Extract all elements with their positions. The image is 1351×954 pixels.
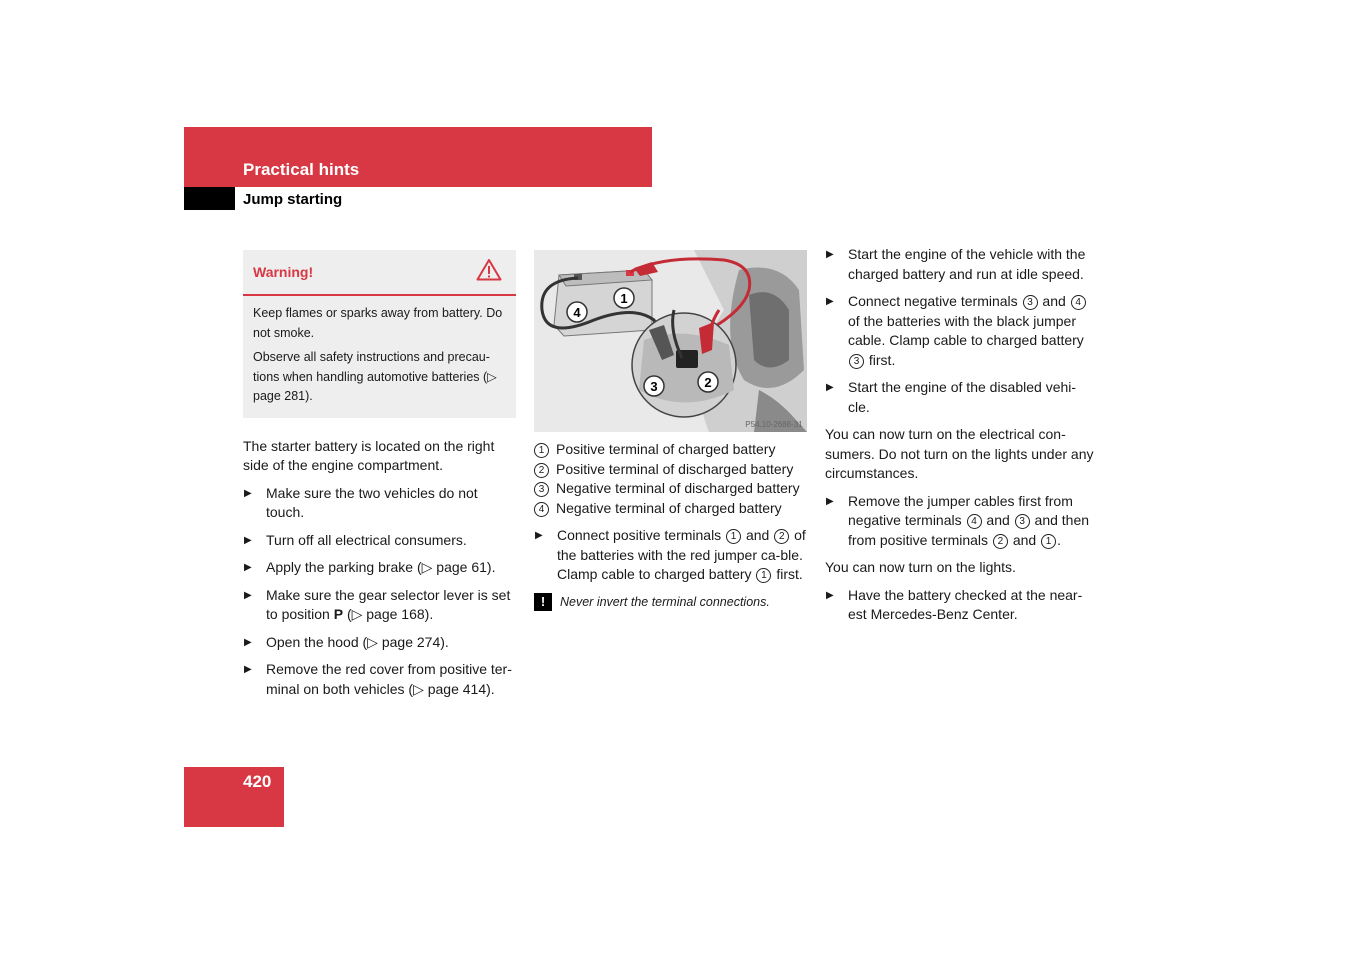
caution-note bbox=[534, 593, 808, 613]
note-text: Never invert the terminal connections. bbox=[560, 594, 770, 609]
list-item: ▶ Turn off all electrical consumers. bbox=[243, 531, 516, 551]
list-item: ▶ Make sure the two vehicles do not touch. bbox=[243, 484, 516, 523]
list-item bbox=[825, 492, 1097, 551]
terminal-number: 2 bbox=[993, 534, 1008, 549]
legend-text: Negative terminal of charged battery bbox=[556, 499, 782, 516]
step-text: . bbox=[1057, 531, 1061, 548]
jump-start-illustration bbox=[534, 250, 807, 432]
list-item bbox=[534, 440, 808, 460]
step-text: and bbox=[982, 512, 1014, 528]
warning-triangle-icon bbox=[476, 258, 502, 287]
column-left bbox=[243, 250, 516, 707]
figure-legend bbox=[534, 440, 808, 518]
header-tab-marker bbox=[184, 187, 235, 210]
terminal-number: 3 bbox=[1023, 295, 1038, 310]
column-right bbox=[825, 245, 1097, 633]
callout-2: 2 bbox=[704, 375, 712, 390]
list-item: ▶ Start the engine of the disabled vehi-cle. bbox=[825, 378, 1097, 417]
info-text: You can now turn on the electrical con-sumers. Do not turn on the lights under any circumstances. bbox=[825, 426, 1094, 481]
terminal-number: 3 bbox=[1015, 514, 1030, 529]
step-text: Connect positive terminals bbox=[557, 527, 726, 543]
legend-text: Negative terminal of discharged battery bbox=[556, 480, 800, 496]
list-item: ▶ Open the hood (▷ page 274). bbox=[243, 633, 516, 653]
section-title: Practical hints bbox=[243, 160, 360, 179]
legend-number: 4 bbox=[534, 502, 549, 517]
list-item: ▶ Have the battery checked at the near-est Mercedes-Benz Center. bbox=[825, 586, 1097, 625]
step-text: first. bbox=[865, 351, 896, 368]
step-text: and then from positive terminals bbox=[848, 512, 1090, 548]
list-item: ▶ Remove the red cover from positive ter-minal on both vehicles (▷ page 414). bbox=[243, 660, 516, 699]
step-text: Make sure the gear selector lever is set to position bbox=[266, 586, 511, 622]
column-middle bbox=[534, 250, 808, 612]
step-text: Remove the jumper cables first from negative terminals bbox=[848, 492, 1073, 528]
list-item bbox=[534, 499, 808, 519]
step-list bbox=[825, 245, 1097, 417]
legend-text: Positive terminal of charged battery bbox=[556, 441, 776, 457]
terminal-number: 2 bbox=[774, 529, 789, 544]
legend-text: Positive terminal of discharged battery bbox=[556, 460, 794, 477]
page-number: 420 bbox=[243, 772, 272, 791]
callout-1: 1 bbox=[620, 291, 628, 306]
step-text: and bbox=[1038, 293, 1070, 309]
gear-position: P bbox=[333, 606, 344, 622]
list-item bbox=[825, 292, 1097, 370]
list-item bbox=[534, 526, 808, 585]
callout-4: 4 bbox=[573, 305, 581, 320]
step-text: and bbox=[742, 527, 774, 543]
exclamation-icon: ! bbox=[534, 593, 552, 611]
callout-3: 3 bbox=[650, 379, 658, 394]
step-list bbox=[534, 526, 808, 585]
list-item: ▶ Apply the parking brake (▷ page 61). bbox=[243, 558, 516, 578]
step-text: of the batteries with the red jumper ca-ble. Clamp cable to charged battery bbox=[557, 527, 806, 582]
terminal-number: 1 bbox=[726, 529, 741, 544]
terminal-number: 1 bbox=[1041, 534, 1056, 549]
warning-box bbox=[243, 250, 516, 418]
figure-code: P54.10-2688-31 bbox=[745, 420, 803, 429]
list-item bbox=[534, 460, 808, 480]
warning-title: Warning! bbox=[253, 264, 314, 280]
step-list bbox=[825, 492, 1097, 551]
terminal-number: 4 bbox=[967, 514, 982, 529]
step-list bbox=[243, 484, 516, 700]
terminal-number: 3 bbox=[849, 354, 864, 369]
warning-header bbox=[243, 250, 516, 296]
terminal-number: 1 bbox=[756, 568, 771, 583]
warning-text bbox=[243, 296, 516, 407]
step-list bbox=[825, 586, 1097, 625]
list-item bbox=[243, 586, 516, 625]
step-text: first. bbox=[772, 566, 803, 582]
info-text: You can now turn on the lights. bbox=[825, 559, 1016, 575]
list-item: ▶ Start the engine of the vehicle with the charged battery and run at idle speed. bbox=[825, 245, 1097, 284]
step-text: Connect negative terminals bbox=[848, 293, 1022, 309]
intro-text: The starter battery is located on the right side of the engine compartment. bbox=[243, 437, 495, 473]
list-item bbox=[534, 479, 808, 499]
legend-number: 3 bbox=[534, 482, 549, 497]
legend-number: 1 bbox=[534, 443, 549, 458]
subsection-title: Jump starting bbox=[243, 191, 343, 208]
step-text: of the batteries with the black jumper cable. Clamp cable to charged battery bbox=[848, 312, 1084, 348]
warning-line: Keep flames or sparks away from battery. Do not smoke. bbox=[253, 306, 503, 340]
step-text: and bbox=[1008, 531, 1041, 548]
step-text: (▷ page 168). bbox=[343, 606, 434, 622]
legend-number: 2 bbox=[534, 463, 549, 478]
terminal-number: 4 bbox=[1071, 295, 1086, 310]
warning-line: Observe all safety instructions and precau-tions when handling automotive batteries (▷ page 281). bbox=[253, 350, 497, 403]
